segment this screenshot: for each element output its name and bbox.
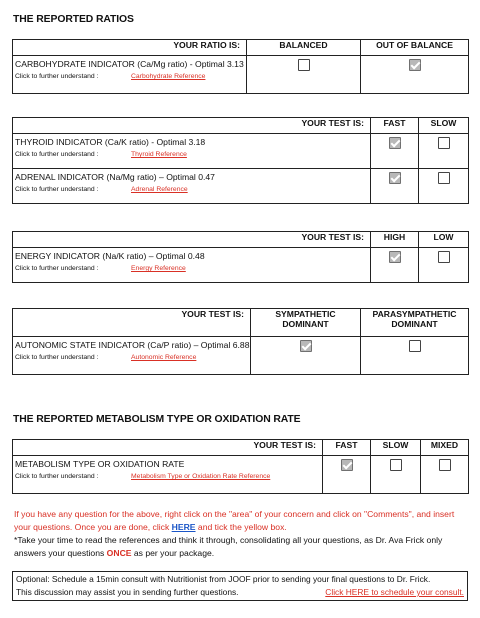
adrenal-click-label: Click to further understand : xyxy=(15,186,99,193)
thyroid-indicator-cell xyxy=(13,134,371,169)
carb-col-out-of-balance: OUT OF BALANCE xyxy=(361,40,469,56)
carb-out-of-balance-checkbox[interactable] xyxy=(409,59,421,71)
carbohydrate-table xyxy=(12,39,469,94)
adrenal-indicator-cell xyxy=(13,169,371,204)
questions-instruction-text2: and tick the yellow box. xyxy=(195,521,287,532)
metabolism-table xyxy=(12,439,469,494)
adrenal-reference-link[interactable]: Adrenal Reference xyxy=(131,186,188,193)
thyroid-col-fast: FAST xyxy=(371,118,419,134)
thyroid-col-slow: SLOW xyxy=(419,118,469,134)
metabolism-click-label: Click to further understand : xyxy=(15,473,99,480)
metabolism-reference-link[interactable]: Metabolism Type or Oxidation Rate Reference xyxy=(131,473,271,480)
autonomic-sympathetic-checkbox[interactable] xyxy=(300,340,312,352)
autonomic-col-parasympathetic-line2: DOMINANT xyxy=(391,319,438,329)
adrenal-slow-checkbox[interactable] xyxy=(438,172,450,184)
thyroid-click-label: Click to further understand : xyxy=(15,151,99,158)
here-link[interactable]: HERE xyxy=(171,521,196,532)
metabolism-col-slow: SLOW xyxy=(371,440,421,456)
metabolism-section-title: THE REPORTED METABOLISM TYPE OR OXIDATION RATE xyxy=(13,414,301,425)
energy-col-low: LOW xyxy=(419,232,469,248)
metabolism-fast-checkbox[interactable] xyxy=(341,459,353,471)
energy-click-label: Click to further understand : xyxy=(15,265,99,272)
questions-instruction xyxy=(14,508,466,533)
autonomic-table xyxy=(12,308,469,375)
autonomic-col-sympathetic-line1: SYMPATHETIC xyxy=(275,309,336,319)
metabolism-header-label: YOUR TEST IS: xyxy=(13,440,323,456)
reading-note xyxy=(14,534,466,559)
carb-indicator-cell xyxy=(13,56,247,94)
adrenal-indicator-text: ADRENAL INDICATOR (Na/Mg ratio) – Optimal 0.47 xyxy=(15,172,215,182)
autonomic-parasympathetic-checkbox[interactable] xyxy=(409,340,421,352)
autonomic-header-label: YOUR TEST IS: xyxy=(13,309,251,337)
questions-instruction-text1: If you have any question for the above, right click on the "area" of your concern and click on "Comments", and insert your questions. Once you are done, click xyxy=(14,509,455,532)
autonomic-click-label: Click to further understand : xyxy=(15,354,99,361)
autonomic-col-parasympathetic-line1: PARASYMPATHETIC xyxy=(372,309,457,319)
thyroid-header-label: YOUR TEST IS: xyxy=(13,118,371,134)
energy-indicator-text: ENERGY INDICATOR (Na/K ratio) – Optimal 0.48 xyxy=(15,251,205,261)
carb-balanced-checkbox[interactable] xyxy=(298,59,310,71)
autonomic-col-sympathetic xyxy=(251,309,361,337)
metabolism-indicator-text: METABOLISM TYPE OR OXIDATION RATE xyxy=(15,459,185,469)
carb-click-label: Click to further understand : xyxy=(15,73,99,80)
autonomic-indicator-cell xyxy=(13,337,251,375)
energy-col-high: HIGH xyxy=(371,232,419,248)
autonomic-col-parasympathetic xyxy=(361,309,469,337)
reading-note-text1: *Take your time to read the references and think it through, consolidating all your questions, as Dr. Ava Frick only answers your questions xyxy=(14,535,443,558)
reading-note-text2: as per your package. xyxy=(131,547,215,558)
consult-line1: Optional: Schedule a 15min consult with Nutritionist from JOOF prior to sending your final questions to Dr. Frick. xyxy=(16,574,431,584)
consult-box xyxy=(12,571,468,601)
thyroid-indicator-text: THYROID INDICATOR (Ca/K ratio) - Optimal 3.18 xyxy=(15,137,206,147)
autonomic-reference-link[interactable]: Autonomic Reference xyxy=(131,354,197,361)
adrenal-fast-checkbox[interactable] xyxy=(389,172,401,184)
metabolism-col-fast: FAST xyxy=(323,440,371,456)
carb-header-label: YOUR RATIO IS: xyxy=(13,40,247,56)
metabolism-slow-checkbox[interactable] xyxy=(390,459,402,471)
ratios-section-title: THE REPORTED RATIOS xyxy=(13,14,134,25)
carb-indicator-text: CARBOHYDRATE INDICATOR (Ca/Mg ratio) - Optimal 3.13 xyxy=(15,59,244,69)
energy-reference-link[interactable]: Energy Reference xyxy=(131,265,186,272)
energy-header-label: YOUR TEST IS: xyxy=(13,232,371,248)
metabolism-indicator-cell xyxy=(13,456,323,494)
metabolism-col-mixed: MIXED xyxy=(421,440,469,456)
schedule-consult-link[interactable]: Click HERE to schedule your consult. xyxy=(325,587,464,597)
thyroid-adrenal-table xyxy=(12,117,469,204)
carb-col-balanced: BALANCED xyxy=(247,40,361,56)
thyroid-fast-checkbox[interactable] xyxy=(389,137,401,149)
autonomic-indicator-text: AUTONOMIC STATE INDICATOR (Ca/P ratio) – Optimal 6.88 xyxy=(15,340,250,350)
thyroid-reference-link[interactable]: Thyroid Reference xyxy=(131,151,187,158)
thyroid-slow-checkbox[interactable] xyxy=(438,137,450,149)
carbohydrate-reference-link[interactable]: Carbohydrate Reference xyxy=(131,73,206,80)
metabolism-mixed-checkbox[interactable] xyxy=(439,459,451,471)
autonomic-col-sympathetic-line2: DOMINANT xyxy=(282,319,329,329)
energy-low-checkbox[interactable] xyxy=(438,251,450,263)
energy-high-checkbox[interactable] xyxy=(389,251,401,263)
energy-table xyxy=(12,231,469,283)
energy-indicator-cell xyxy=(13,248,371,283)
consult-line2: This discussion may assist you in sending further questions. xyxy=(16,587,239,597)
once-emphasis: ONCE xyxy=(106,547,132,558)
